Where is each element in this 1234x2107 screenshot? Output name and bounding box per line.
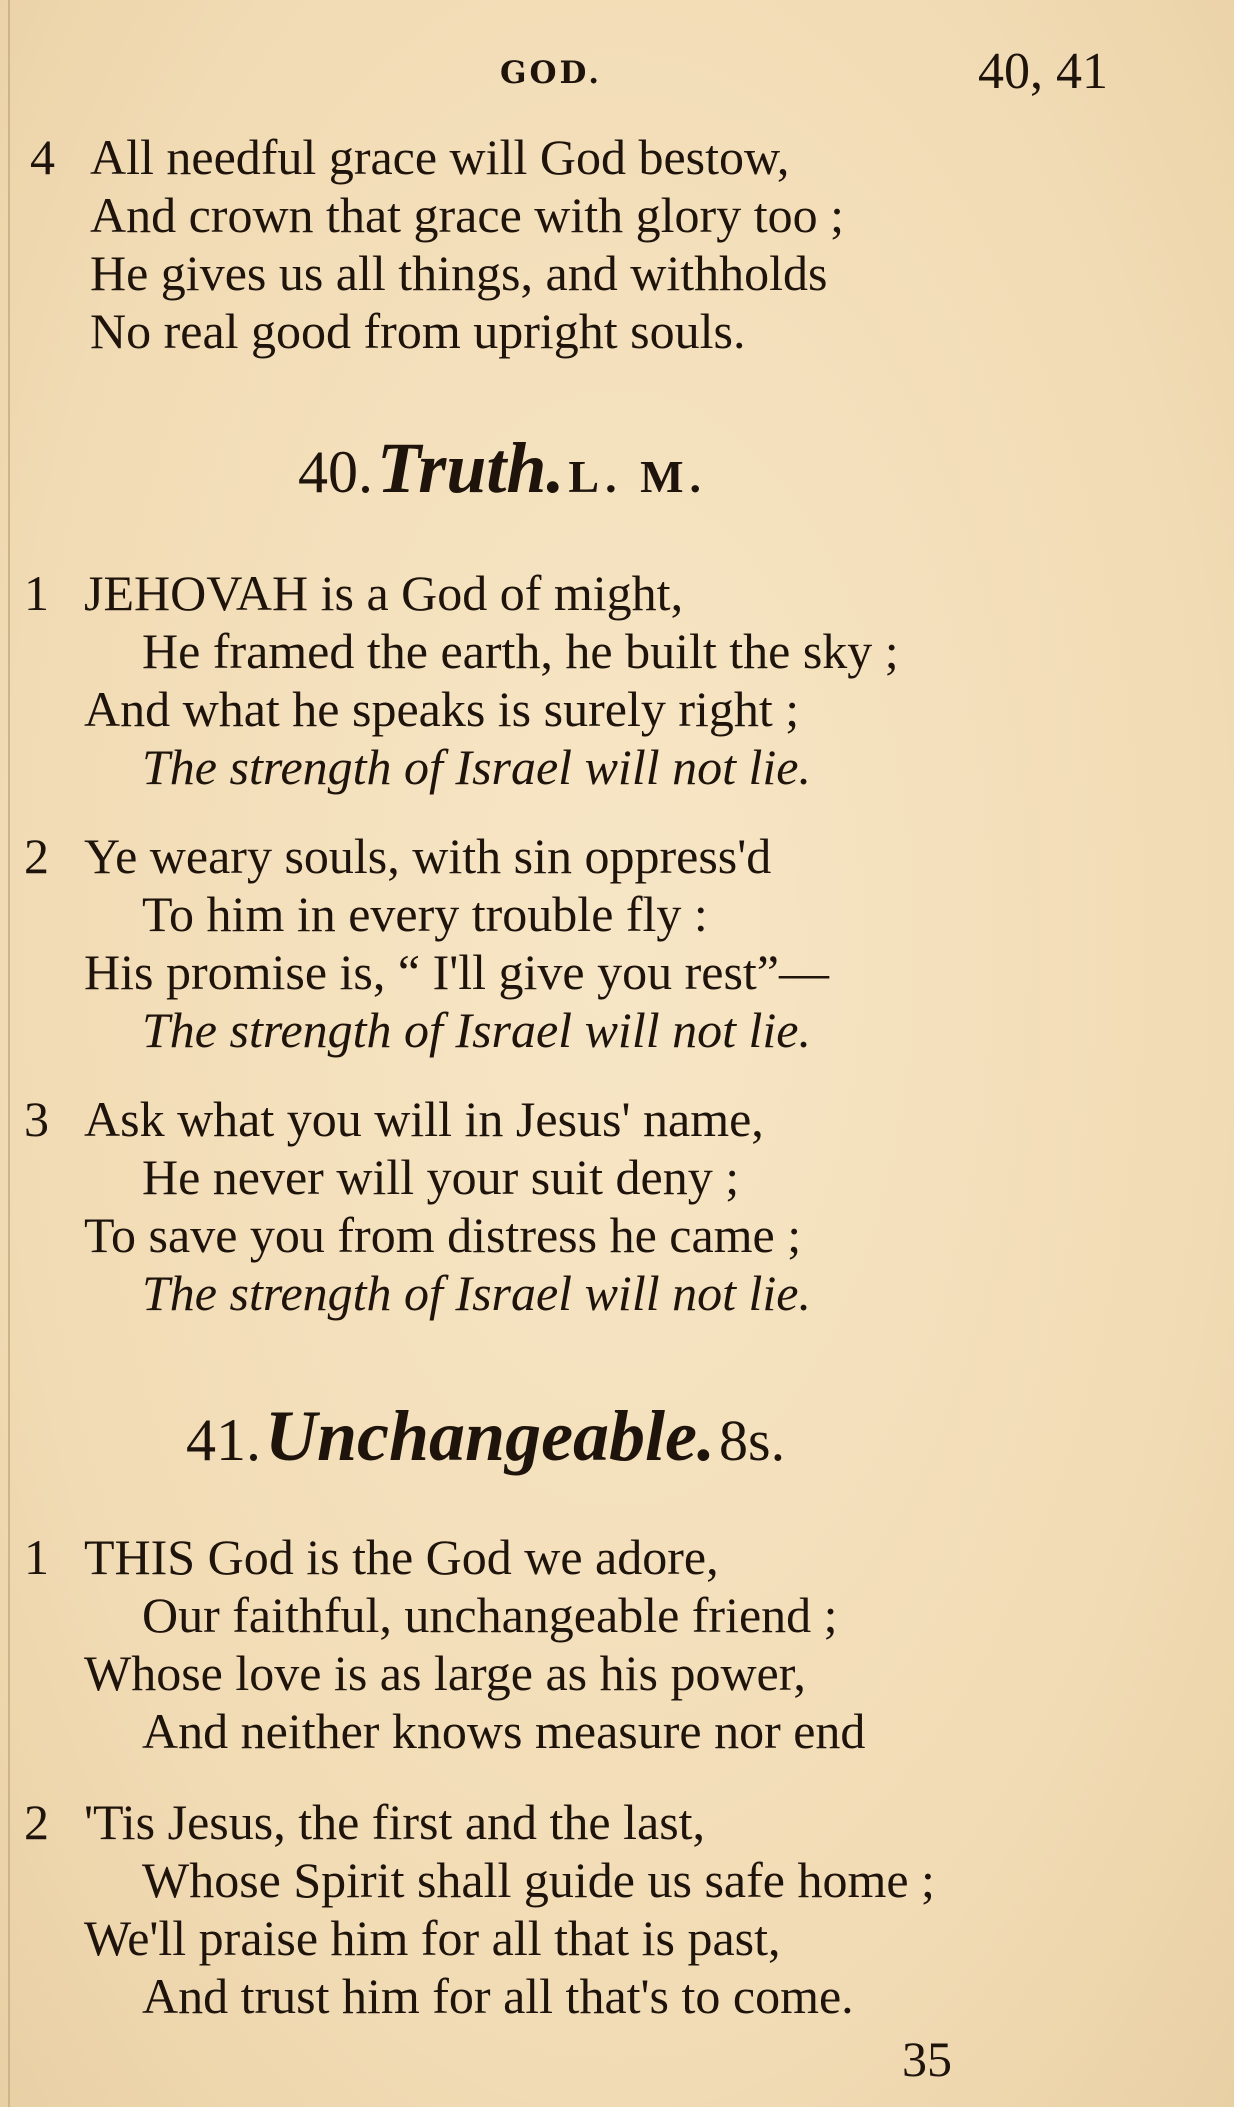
page-edge xyxy=(8,0,10,2107)
hymn-meter: 8s. xyxy=(719,1408,786,1473)
hymn-title xyxy=(186,1396,785,1496)
hymn-numbers-header: 40, 41 xyxy=(978,43,1108,100)
verse-line: JEHOVAH is a God of might, xyxy=(84,565,684,621)
page-number: 35 xyxy=(902,2031,952,2087)
verse-line: 'Tis Jesus, the first and the last, xyxy=(84,1794,706,1850)
verse-line: No real good from upright souls. xyxy=(90,303,746,359)
verse-line: Our faithful, unchangeable friend ; xyxy=(142,1587,838,1643)
verse-line: He gives us all things, and withholds xyxy=(90,245,828,301)
verse-line: He never will your suit deny ; xyxy=(142,1149,740,1205)
verse-line: His promise is, “ I'll give you rest”— xyxy=(84,944,829,1000)
verse-line: The strength of Israel will not lie. xyxy=(142,1265,811,1321)
stanza-number: 2 xyxy=(24,828,49,884)
stanza-number: 2 xyxy=(24,1794,49,1850)
verse-line: To save you from distress he came ; xyxy=(84,1207,802,1263)
running-title: GOD. xyxy=(500,55,603,91)
hymn-number: 40. xyxy=(298,439,373,505)
verse-line: And neither knows measure nor end xyxy=(142,1703,866,1759)
verse-line: All needful grace will God bestow, xyxy=(90,129,790,185)
verse-line: THIS God is the God we adore, xyxy=(84,1529,719,1585)
stanza-number: 1 xyxy=(24,1529,49,1585)
verse-line: Ye weary souls, with sin oppress'd xyxy=(84,828,772,884)
stanza-number: 1 xyxy=(24,565,49,621)
verse-line: Whose love is as large as his power, xyxy=(84,1645,806,1701)
stanza-number: 4 xyxy=(30,129,55,185)
verse-line: He framed the earth, he built the sky ; xyxy=(142,623,899,679)
verse-line: And what he speaks is surely right ; xyxy=(84,681,800,737)
verse-line: Whose Spirit shall guide us safe home ; xyxy=(142,1852,935,1908)
hymn-name: Unchangeable. xyxy=(265,1396,715,1476)
hymn-title xyxy=(298,428,707,528)
verse-line: To him in every trouble fly : xyxy=(142,886,708,942)
verse-line: And trust him for all that's to come. xyxy=(142,1968,854,2024)
verse-line: We'll praise him for all that is past, xyxy=(84,1910,781,1966)
hymn-name: Truth. xyxy=(377,428,565,508)
stanza-number: 3 xyxy=(24,1091,49,1147)
verse-line: And crown that grace with glory too ; xyxy=(90,187,844,243)
hymn-number: 41. xyxy=(186,1407,261,1473)
verse-line: The strength of Israel will not lie. xyxy=(142,739,811,795)
verse-line: Ask what you will in Jesus' name, xyxy=(84,1091,764,1147)
hymn-meter: L. M. xyxy=(568,451,708,502)
verse-line: The strength of Israel will not lie. xyxy=(142,1002,811,1058)
